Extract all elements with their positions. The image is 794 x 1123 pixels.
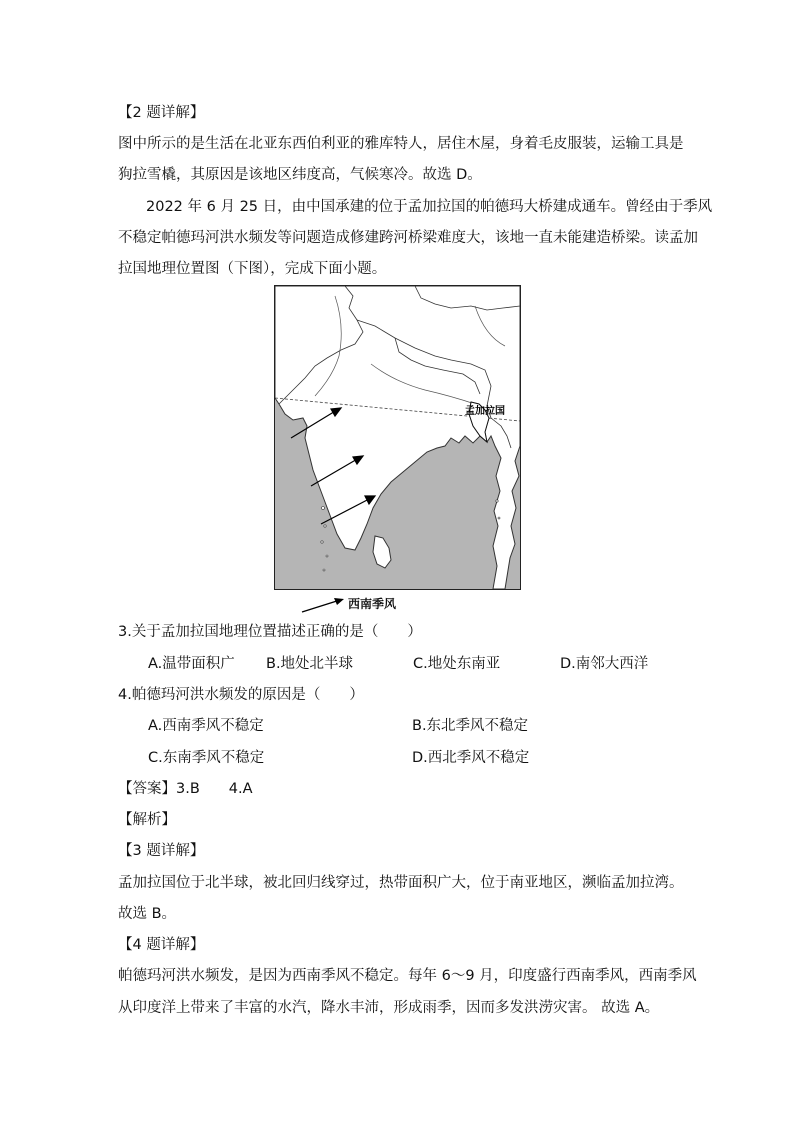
analysis-label: 【解析】 <box>118 812 176 828</box>
section2-line1: 图中所示的是生活在北亚东西伯利亚的雅库特人，居住木屋，身着毛皮服装，运输工具是 <box>118 136 684 152</box>
section3-line1: 孟加拉国位于北半球，被北回归线穿过，热带面积广大，位于南亚地区，濒临孟加拉湾。 <box>118 875 684 891</box>
q4-option-c: C.东南季风不稳定 <box>148 750 265 766</box>
section3-heading: 【3 题详解】 <box>118 843 205 859</box>
section4-line1: 帕德玛河洪水频发，是因为西南季风不稳定。每年 6～9 月，印度盛行西南季风，西南季风 <box>118 968 697 984</box>
q4-option-b: B.东北季风不稳定 <box>412 718 529 734</box>
intro-line3: 拉国地理位置图（下图），完成下面小题。 <box>118 261 387 277</box>
q4-option-a: A.西南季风不稳定 <box>148 718 264 734</box>
section2-heading: 【2 题详解】 <box>118 105 205 121</box>
bangladesh-label: 孟加拉国 <box>465 406 505 417</box>
answer-label: 【答案】 <box>118 781 176 797</box>
legend-arrow-icon <box>300 594 346 616</box>
q3-option-a: A.温带面积广 <box>148 656 235 672</box>
intro-line2: 不稳定帕德玛河洪水频发等问题造成修建跨河桥梁难度大，该地一直未能建造桥梁。读孟加 <box>118 230 698 246</box>
answer-line <box>118 779 253 799</box>
section4-heading: 【4 题详解】 <box>118 937 205 953</box>
q3-option-b: B.地处北半球 <box>266 656 354 672</box>
section3-line2: 故选 B。 <box>118 906 177 922</box>
section2-line2: 狗拉雪橇，其原因是该地区纬度高，气候寒冷。故选 D。 <box>118 167 482 183</box>
q3-option-d: D.南邻大西洋 <box>560 656 649 672</box>
bangladesh-location-map <box>274 285 521 590</box>
q3-stem: 3.关于孟加拉国地理位置描述正确的是（ ） <box>118 624 422 640</box>
legend-label: 西南季风 <box>348 597 397 611</box>
q4-option-d: D.西北季风不稳定 <box>412 750 530 766</box>
answer-values: 3.B 4.A <box>176 781 253 797</box>
map-legend <box>300 594 430 616</box>
section4-line2: 从印度洋上带来了丰富的水汽，降水丰沛，形成雨季，因而多发洪涝灾害。 故选 A。 <box>118 1000 660 1016</box>
intro-line1: 2022 年 6 月 25 日，由中国承建的位于孟加拉国的帕德玛大桥建成通车。曾经由于季风 <box>146 199 713 215</box>
q3-option-c: C.地处东南亚 <box>413 656 501 672</box>
q4-stem: 4.帕德玛河洪水频发的原因是（ ） <box>118 687 364 703</box>
